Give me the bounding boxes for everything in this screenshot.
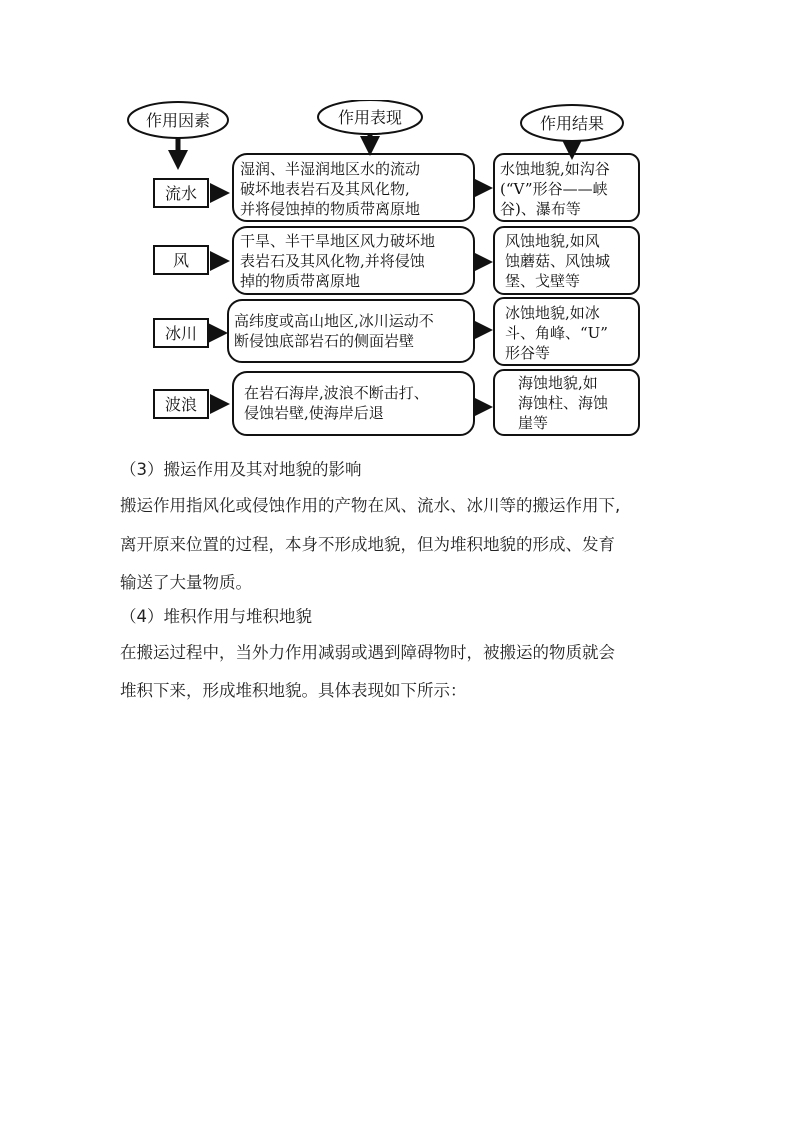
row-wind bbox=[154, 227, 639, 294]
result-text: 风蚀地貌,如风 蚀蘑菇、风蚀城 堡、戈壁等 bbox=[505, 232, 611, 290]
factor-label: 风 bbox=[172, 251, 190, 270]
paragraph-deposition-line-1: 在搬运过程中，当外力作用减弱或遇到障碍物时，被搬运的物质就会 bbox=[120, 643, 615, 662]
paragraph-transport-line-1: 搬运作用指风化或侵蚀作用的产物在风、流水、冰川等的搬运作用下, bbox=[120, 496, 621, 515]
down-arrows bbox=[178, 134, 572, 160]
external-forces-diagram bbox=[120, 100, 640, 445]
header-result bbox=[521, 105, 623, 141]
header-process bbox=[318, 100, 422, 134]
process-text: 在岩石海岸,波浪不断击打、 侵蚀岩壁,使海岸后退 bbox=[244, 384, 429, 422]
row-waves bbox=[154, 370, 639, 435]
heading-transport: （3）搬运作用及其对地貌的影响 bbox=[120, 460, 362, 479]
header-factor bbox=[128, 102, 228, 138]
result-text: 冰蚀地貌,如冰 斗、角峰、“U” 形谷等 bbox=[505, 304, 608, 362]
header-factor-label: 作用因素 bbox=[145, 111, 211, 130]
header-process-label: 作用表现 bbox=[337, 108, 403, 127]
result-text: 海蚀地貌,如 海蚀柱、海蚀 崖等 bbox=[518, 374, 609, 432]
paragraph-deposition-line-2: 堆积下来，形成堆积地貌。具体表现如下所示： bbox=[120, 681, 467, 700]
row-glacier bbox=[154, 298, 639, 365]
heading-deposition: （4）堆积作用与堆积地貌 bbox=[120, 607, 312, 626]
process-text: 高纬度或高山地区,冰川运动不 断侵蚀底部岩石的侧面岩壁 bbox=[234, 312, 434, 350]
result-text: 水蚀地貌,如沟谷 (“V”形谷——峡 谷)、瀑布等 bbox=[500, 160, 610, 218]
header-result-label: 作用结果 bbox=[539, 114, 605, 133]
factor-label: 冰川 bbox=[164, 324, 198, 343]
paragraph-transport-line-3: 输送了大量物质。 bbox=[120, 573, 252, 592]
factor-label: 波浪 bbox=[164, 395, 198, 414]
row-running-water bbox=[154, 154, 639, 221]
factor-label: 流水 bbox=[164, 184, 198, 203]
process-box bbox=[228, 300, 474, 362]
paragraph-transport-line-2: 离开原来位置的过程，本身不形成地貌，但为堆积地貌的形成、发育 bbox=[120, 535, 615, 554]
process-text: 干旱、半干旱地区风力破坏地 表岩石及其风化物,并将侵蚀 掉的物质带离原地 bbox=[240, 232, 436, 290]
process-text: 湿润、半湿润地区水的流动 破坏地表岩石及其风化物, 并将侵蚀掉的物质带离原地 bbox=[240, 160, 421, 218]
